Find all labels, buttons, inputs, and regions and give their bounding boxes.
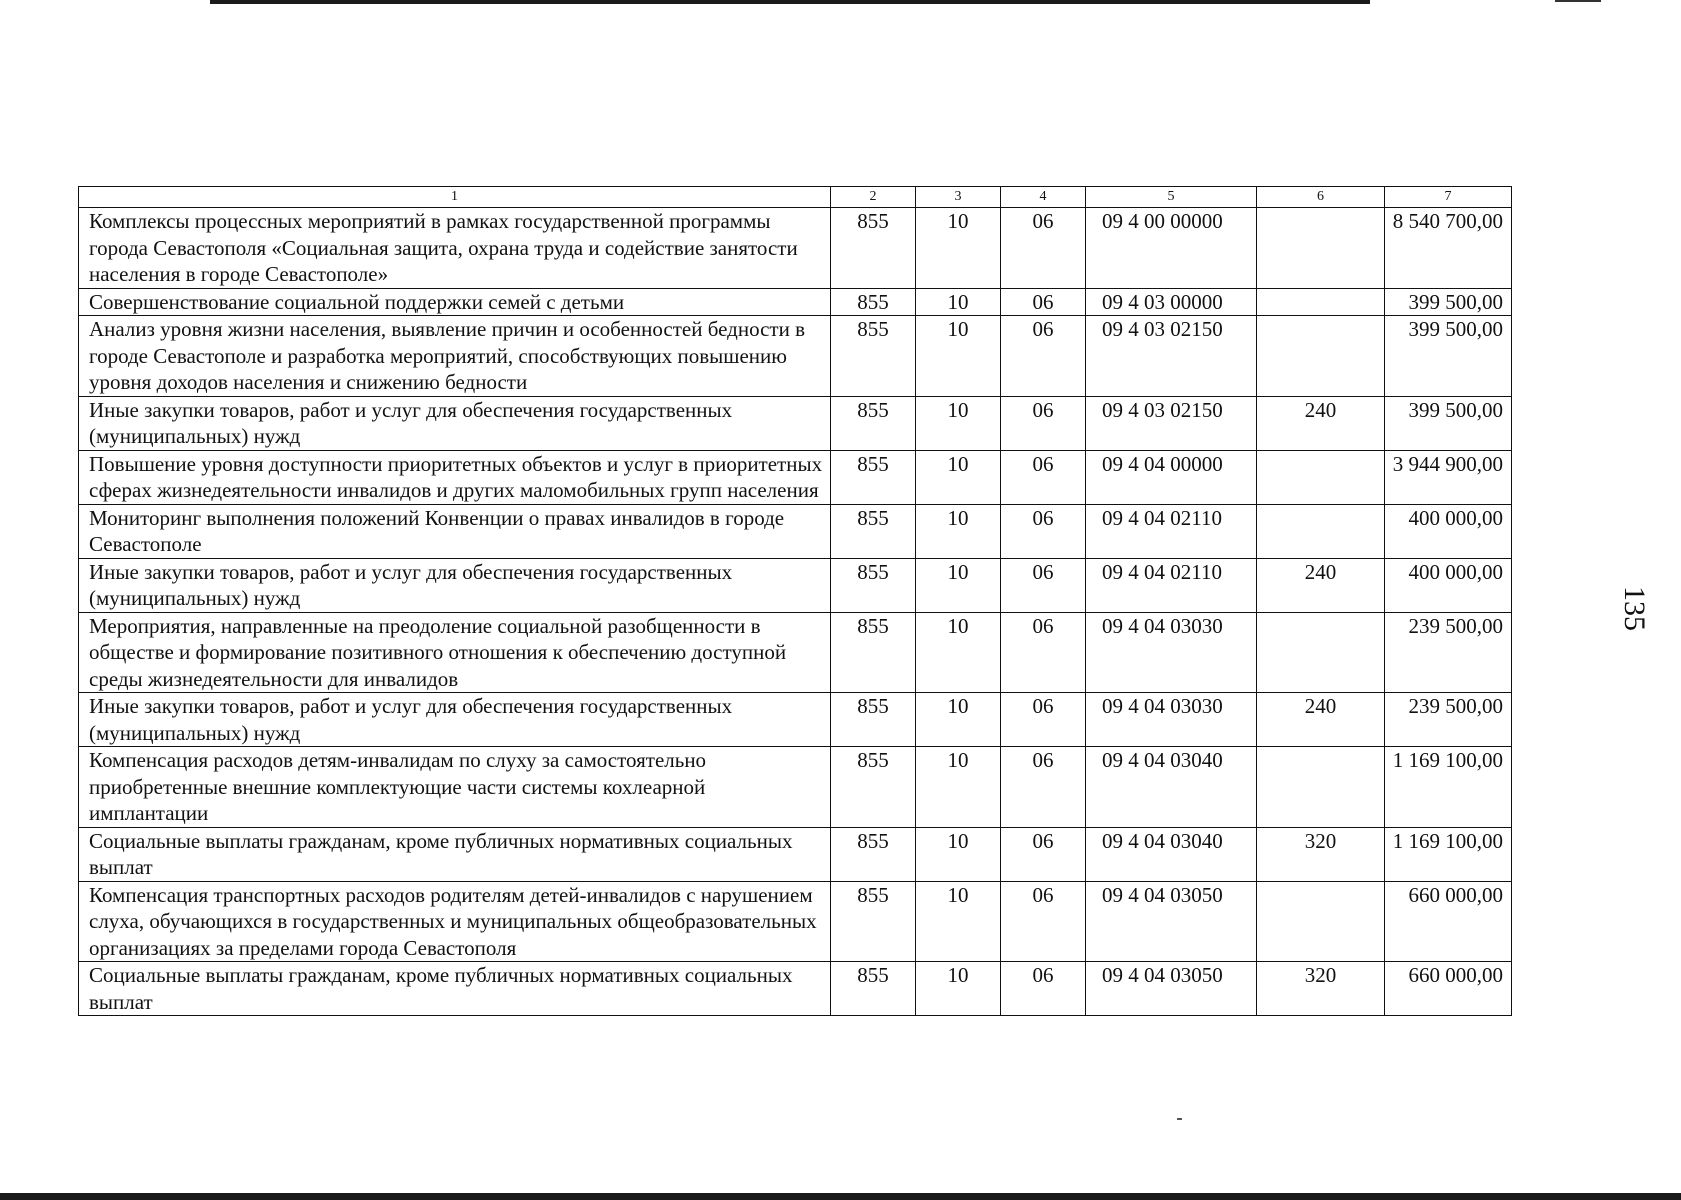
row-col-6: 320 bbox=[1257, 962, 1385, 1016]
row-col-4: 06 bbox=[1001, 881, 1086, 962]
row-col-4: 06 bbox=[1001, 558, 1086, 612]
row-col-4: 06 bbox=[1001, 288, 1086, 316]
row-col-7: 400 000,00 bbox=[1385, 504, 1512, 558]
table-row bbox=[79, 504, 1512, 558]
row-col-6 bbox=[1257, 747, 1385, 828]
row-col-2: 855 bbox=[831, 827, 916, 881]
row-col-3: 10 bbox=[916, 827, 1001, 881]
row-col-7: 239 500,00 bbox=[1385, 612, 1512, 693]
row-col-5: 09 4 04 03030 bbox=[1086, 693, 1257, 747]
row-col-7: 8 540 700,00 bbox=[1385, 208, 1512, 289]
row-col-3: 10 bbox=[916, 504, 1001, 558]
row-col-4: 06 bbox=[1001, 504, 1086, 558]
budget-table bbox=[78, 186, 1512, 1016]
row-col-5: 09 4 04 03050 bbox=[1086, 881, 1257, 962]
header-col-5: 5 bbox=[1086, 187, 1257, 208]
row-col-4: 06 bbox=[1001, 962, 1086, 1016]
header-col-2: 2 bbox=[831, 187, 916, 208]
row-col-7: 400 000,00 bbox=[1385, 558, 1512, 612]
row-col-4: 06 bbox=[1001, 612, 1086, 693]
row-col-2: 855 bbox=[831, 962, 916, 1016]
row-col-4: 06 bbox=[1001, 747, 1086, 828]
table-row bbox=[79, 208, 1512, 289]
row-col-5: 09 4 04 03040 bbox=[1086, 827, 1257, 881]
table-header-row bbox=[79, 187, 1512, 208]
table-row bbox=[79, 962, 1512, 1016]
row-col-5: 09 4 04 03030 bbox=[1086, 612, 1257, 693]
row-col-3: 10 bbox=[916, 558, 1001, 612]
table-row bbox=[79, 288, 1512, 316]
row-col-6 bbox=[1257, 316, 1385, 397]
header-col-7: 7 bbox=[1385, 187, 1512, 208]
row-col-7: 399 500,00 bbox=[1385, 396, 1512, 450]
row-col-5: 09 4 04 03050 bbox=[1086, 962, 1257, 1016]
row-col-4: 06 bbox=[1001, 693, 1086, 747]
table-row bbox=[79, 747, 1512, 828]
scan-edge-top-right bbox=[1555, 0, 1601, 2]
row-col-5: 09 4 03 02150 bbox=[1086, 316, 1257, 397]
table-row bbox=[79, 827, 1512, 881]
table-row bbox=[79, 396, 1512, 450]
budget-table-container bbox=[78, 186, 1511, 1016]
table-row bbox=[79, 316, 1512, 397]
row-name: Совершенствование социальной поддержки семей с детьми bbox=[79, 288, 831, 316]
header-col-4: 4 bbox=[1001, 187, 1086, 208]
row-col-2: 855 bbox=[831, 450, 916, 504]
table-row bbox=[79, 693, 1512, 747]
row-col-6: 240 bbox=[1257, 558, 1385, 612]
row-col-7: 1 169 100,00 bbox=[1385, 827, 1512, 881]
row-col-3: 10 bbox=[916, 316, 1001, 397]
row-col-3: 10 bbox=[916, 747, 1001, 828]
row-name: Мониторинг выполнения положений Конвенции о правах инвалидов в городе Севастополе bbox=[79, 504, 831, 558]
row-col-7: 239 500,00 bbox=[1385, 693, 1512, 747]
row-name: Иные закупки товаров, работ и услуг для обеспечения государственных (муниципальных) нужд bbox=[79, 396, 831, 450]
row-name: Иные закупки товаров, работ и услуг для обеспечения государственных (муниципальных) нужд bbox=[79, 693, 831, 747]
row-col-5: 09 4 04 03040 bbox=[1086, 747, 1257, 828]
row-name: Комплексы процессных мероприятий в рамках государственной программы города Севастополя «Социальная защита, охрана труда и содействие занятости населения в городе Севастополе» bbox=[79, 208, 831, 289]
row-col-4: 06 bbox=[1001, 208, 1086, 289]
row-col-3: 10 bbox=[916, 693, 1001, 747]
row-col-4: 06 bbox=[1001, 827, 1086, 881]
row-name: Анализ уровня жизни населения, выявление причин и особенностей бедности в городе Севастополе и разработка мероприятий, способствующих повышению уровня доходов населения и снижению бедности bbox=[79, 316, 831, 397]
row-col-4: 06 bbox=[1001, 396, 1086, 450]
scan-edge-bottom bbox=[0, 1193, 1681, 1200]
row-col-6: 240 bbox=[1257, 396, 1385, 450]
table-row bbox=[79, 558, 1512, 612]
table-row bbox=[79, 612, 1512, 693]
row-col-3: 10 bbox=[916, 396, 1001, 450]
row-col-5: 09 4 03 00000 bbox=[1086, 288, 1257, 316]
row-name: Повышение уровня доступности приоритетных объектов и услуг в приоритетных сферах жизнедеятельности инвалидов и других маломобильных групп населения bbox=[79, 450, 831, 504]
row-name: Иные закупки товаров, работ и услуг для обеспечения государственных (муниципальных) нужд bbox=[79, 558, 831, 612]
table-row bbox=[79, 881, 1512, 962]
row-col-5: 09 4 00 00000 bbox=[1086, 208, 1257, 289]
row-col-6 bbox=[1257, 504, 1385, 558]
row-name: Компенсация транспортных расходов родителям детей-инвалидов с нарушением слуха, обучающихся в государственных и муниципальных общеобразовательных организациях за пределами города Севастополя bbox=[79, 881, 831, 962]
row-col-3: 10 bbox=[916, 288, 1001, 316]
table-row bbox=[79, 450, 1512, 504]
row-col-2: 855 bbox=[831, 747, 916, 828]
row-col-6 bbox=[1257, 612, 1385, 693]
row-col-7: 660 000,00 bbox=[1385, 962, 1512, 1016]
row-col-6 bbox=[1257, 450, 1385, 504]
row-col-6 bbox=[1257, 288, 1385, 316]
row-col-3: 10 bbox=[916, 450, 1001, 504]
row-col-2: 855 bbox=[831, 316, 916, 397]
row-col-7: 399 500,00 bbox=[1385, 316, 1512, 397]
row-col-7: 660 000,00 bbox=[1385, 881, 1512, 962]
row-col-2: 855 bbox=[831, 288, 916, 316]
row-name: Социальные выплаты гражданам, кроме публичных нормативных социальных выплат bbox=[79, 962, 831, 1016]
header-col-3: 3 bbox=[916, 187, 1001, 208]
row-col-5: 09 4 04 00000 bbox=[1086, 450, 1257, 504]
row-col-3: 10 bbox=[916, 962, 1001, 1016]
row-col-4: 06 bbox=[1001, 316, 1086, 397]
page-number: 135 bbox=[1618, 586, 1651, 631]
row-col-5: 09 4 04 02110 bbox=[1086, 558, 1257, 612]
scan-edge-top bbox=[210, 0, 1370, 4]
row-col-6: 320 bbox=[1257, 827, 1385, 881]
row-col-7: 399 500,00 bbox=[1385, 288, 1512, 316]
row-name: Мероприятия, направленные на преодоление социальной разобщенности в обществе и формирование позитивного отношения к обеспечению доступной среды жизнедеятельности для инвалидов bbox=[79, 612, 831, 693]
header-col-6: 6 bbox=[1257, 187, 1385, 208]
row-col-2: 855 bbox=[831, 208, 916, 289]
row-col-4: 06 bbox=[1001, 450, 1086, 504]
row-col-2: 855 bbox=[831, 881, 916, 962]
row-col-7: 1 169 100,00 bbox=[1385, 747, 1512, 828]
row-col-5: 09 4 04 02110 bbox=[1086, 504, 1257, 558]
row-col-3: 10 bbox=[916, 612, 1001, 693]
row-name: Компенсация расходов детям-инвалидам по слуху за самостоятельно приобретенные внешние комплектующие части системы кохлеарной имплантации bbox=[79, 747, 831, 828]
row-col-3: 10 bbox=[916, 208, 1001, 289]
row-col-3: 10 bbox=[916, 881, 1001, 962]
row-col-6: 240 bbox=[1257, 693, 1385, 747]
row-col-2: 855 bbox=[831, 396, 916, 450]
row-col-6 bbox=[1257, 208, 1385, 289]
row-col-2: 855 bbox=[831, 612, 916, 693]
row-name: Социальные выплаты гражданам, кроме публичных нормативных социальных выплат bbox=[79, 827, 831, 881]
row-col-6 bbox=[1257, 881, 1385, 962]
row-col-2: 855 bbox=[831, 504, 916, 558]
row-col-2: 855 bbox=[831, 693, 916, 747]
row-col-5: 09 4 03 02150 bbox=[1086, 396, 1257, 450]
row-col-2: 855 bbox=[831, 558, 916, 612]
scan-speck bbox=[1177, 1118, 1182, 1120]
row-col-7: 3 944 900,00 bbox=[1385, 450, 1512, 504]
header-col-1: 1 bbox=[79, 187, 831, 208]
